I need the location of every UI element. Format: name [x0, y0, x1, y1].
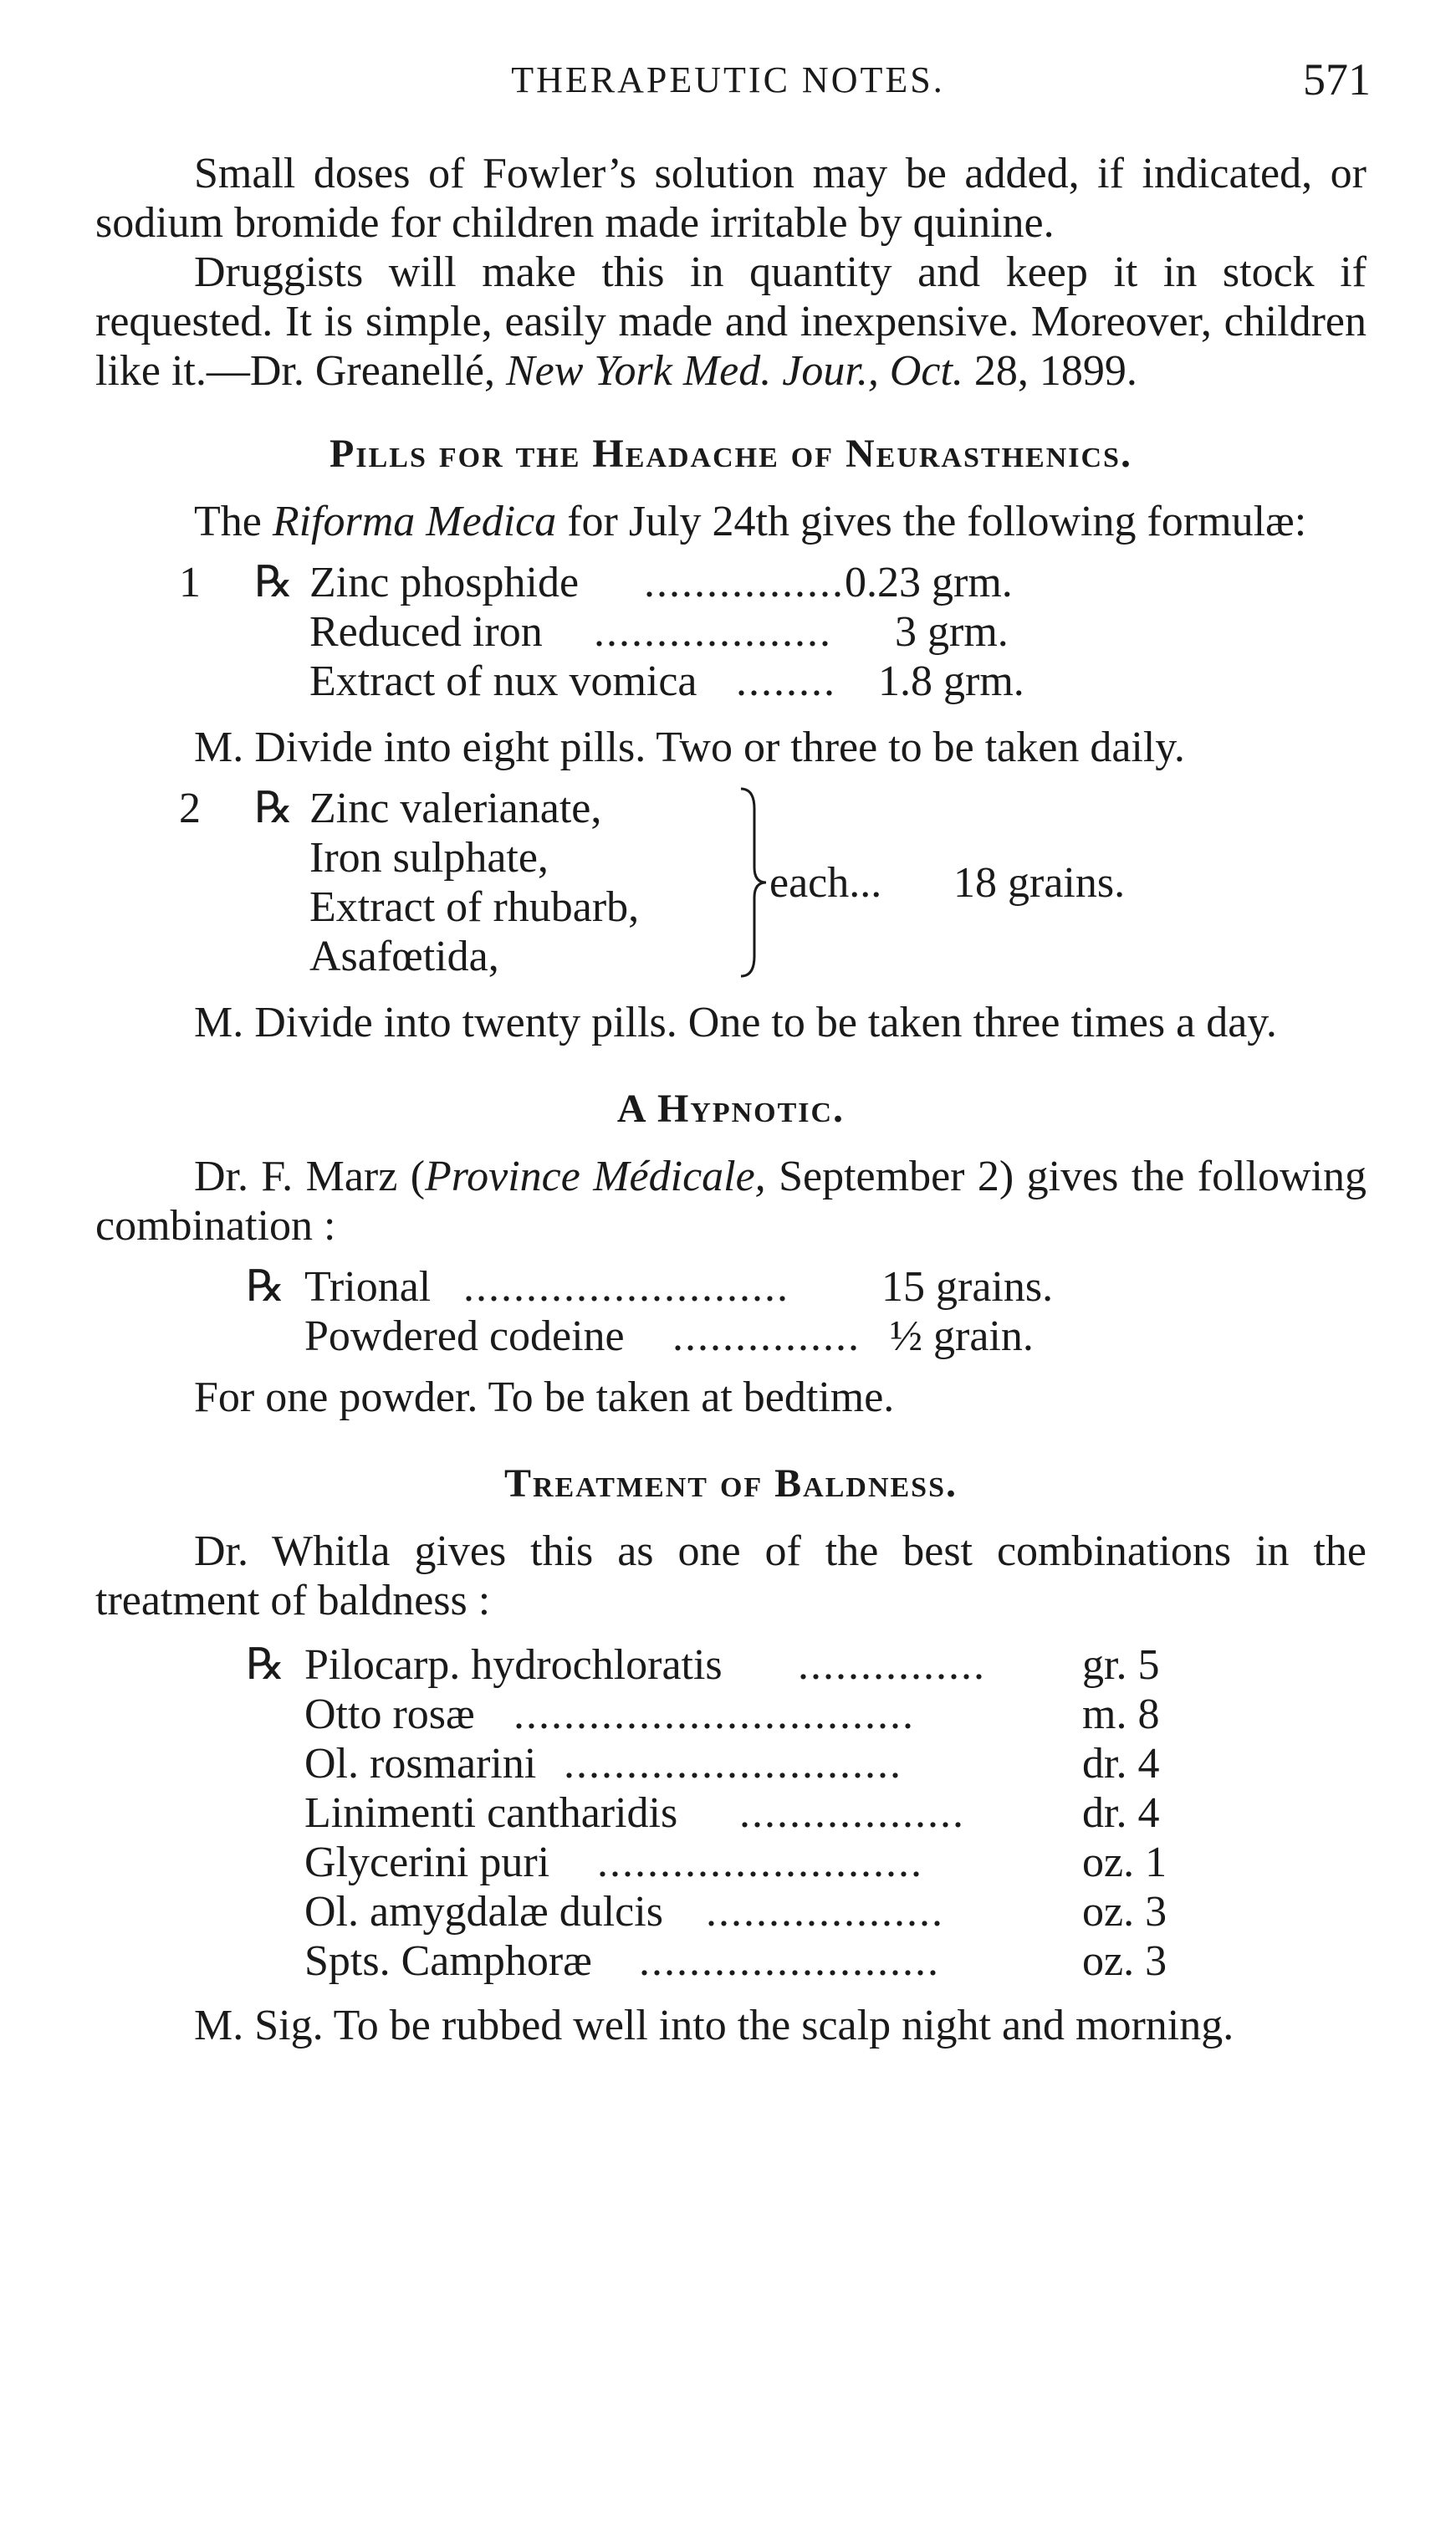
rx-row [95, 1312, 1367, 1361]
directions-baldness: M. Sig. To be rubbed well into the scalp night and morning. [194, 2002, 1234, 2049]
formula-number: 1 [179, 559, 201, 606]
ingredient-name: Ol. amygdalæ dulcis [304, 1888, 663, 1936]
paragraph-marz [95, 1152, 1367, 1251]
ingredient-amount: dr. 4 [1082, 1789, 1160, 1837]
recipe-symbol: ℞ [246, 1263, 285, 1311]
paragraph-whitla: Dr. Whitla gives this as one of the best combinations in the treatment of baldness : [95, 1527, 1367, 1624]
marz-journal: Province Médicale, [425, 1153, 766, 1200]
section-heading-neurasthenics: Pills for the Headache of Neurasthenics. [330, 432, 1132, 476]
recipe-symbol: ℞ [254, 559, 294, 606]
ingredient-name: Glycerini puri [304, 1839, 550, 1886]
recipe-symbol: ℞ [246, 1641, 285, 1689]
ingredient-name: Pilocarp. hydrochloratis [304, 1641, 723, 1689]
paragraph-druggists [95, 248, 1367, 396]
ingredient-name: Trional [304, 1263, 432, 1311]
ingredient-amount: oz. 3 [1082, 1888, 1167, 1936]
recipe-symbol: ℞ [254, 785, 294, 832]
rx-row [95, 1936, 1367, 1986]
formula-number: 2 [179, 785, 201, 832]
ingredient-name: Spts. Camphoræ [304, 1937, 592, 1985]
ingredient-amount: dr. 4 [1082, 1740, 1160, 1788]
ingredient-amount: 3 grm. [895, 608, 1009, 656]
ingredient-amount: oz. 3 [1082, 1937, 1167, 1985]
ingredient-amount: 0.23 grm. [845, 559, 1013, 606]
prescription-hypnotic [95, 1262, 1367, 1361]
dot-leader: ................................ [513, 1691, 915, 1738]
ingredient-name: Otto rosæ [304, 1691, 475, 1738]
page-header [0, 54, 1456, 117]
ingredient-name: Asafœtida, [309, 933, 499, 980]
rx-row [95, 657, 1367, 706]
ingredient-name: Zinc phosphide [309, 559, 580, 606]
ingredient-amount: gr. 5 [1082, 1641, 1160, 1689]
rx-row [95, 558, 1367, 607]
ingredient-name: Extract of rhubarb, [309, 883, 640, 931]
directions-hypnotic: For one powder. To be taken at bedtime. [194, 1373, 895, 1421]
prescription-baldness [95, 1640, 1367, 1986]
ingredient-list [309, 784, 736, 981]
dot-leader: ............... [798, 1641, 986, 1689]
dot-leader: ............... [672, 1312, 861, 1360]
riforma-text-a: The [194, 498, 273, 545]
dot-leader: ........................ [639, 1937, 940, 1985]
dot-leader: ........ [736, 657, 836, 705]
rx-row [95, 1739, 1367, 1788]
directions-2: M. Divide into twenty pills. One to be taken three times a day. [194, 999, 1277, 1046]
ingredient-name: Extract of nux vomica [309, 657, 697, 705]
section-heading-baldness: Treatment of Baldness. [503, 1461, 958, 1506]
paragraph-riforma [95, 497, 1367, 546]
ingredient-amount: oz. 1 [1082, 1839, 1167, 1886]
directions-1: M. Divide into eight pills. Two or three to be taken daily. [194, 724, 1185, 771]
page-number: 571 [1303, 54, 1371, 105]
dot-leader: ................... [706, 1888, 944, 1936]
rx-row [95, 1788, 1367, 1838]
druggists-text: Druggists will make this in quantity and keep it in stock if requested. It is simple, easily made and inexpensive. Moreover, children like it.—Dr. Greanellé, [95, 248, 1367, 395]
riforma-journal: Riforma Medica [272, 498, 557, 545]
citation-space [879, 347, 890, 395]
dot-leader: .......................... [597, 1839, 923, 1886]
ingredient-amount: 15 grains. [881, 1263, 1054, 1311]
rx-row [95, 607, 1367, 657]
prescription-1 [95, 558, 1367, 706]
rx-row [95, 1838, 1367, 1887]
journal-citation: New York Med. Jour., [505, 347, 879, 395]
ingredient-amount: 1.8 grm. [878, 657, 1024, 705]
section-heading-hypnotic: A Hypnotic. [616, 1087, 846, 1131]
ingredient-name: Powdered codeine [304, 1312, 625, 1360]
ingredient-amount: ½ grain. [890, 1312, 1034, 1360]
each-label: each... [769, 858, 882, 907]
ingredient-amount: 18 grains. [953, 858, 1126, 907]
ingredient-amount: m. 8 [1082, 1691, 1160, 1738]
ingredient-name: Ol. rosmarini [304, 1740, 537, 1788]
ingredient-name: Iron sulphate, [309, 834, 549, 882]
citation-date: 28, 1899. [963, 347, 1137, 395]
dot-leader: .......................... [463, 1263, 789, 1311]
rx-row [95, 1690, 1367, 1739]
ingredient-name: Zinc valerianate, [309, 785, 602, 832]
rx-row [95, 1640, 1367, 1690]
prescription-2 [95, 784, 1367, 981]
marz-text-a: Dr. F. Marz ( [194, 1153, 426, 1200]
page-body [95, 149, 1367, 2050]
rx-row [95, 1262, 1367, 1312]
rx-row [95, 1887, 1367, 1936]
marz-text-b: September 2) gives the following combination : [95, 1153, 1367, 1250]
paragraph-fowler: Small doses of Fowler’s solution may be added, if indicated, or sodium bromide for children made irritable by quinine. [95, 150, 1367, 247]
riforma-text-b: for July 24th gives the following formulæ: [556, 498, 1307, 545]
citation-month: Oct. [889, 347, 963, 395]
dot-leader: ........................... [564, 1740, 902, 1788]
dot-leader: ................... [594, 608, 832, 656]
dot-leader: ................ [644, 559, 845, 606]
running-head: THERAPEUTIC NOTES. [511, 59, 945, 100]
ingredient-name: Linimenti cantharidis [304, 1789, 678, 1837]
dot-leader: .................. [739, 1789, 965, 1837]
curly-brace [736, 784, 769, 981]
ingredient-name: Reduced iron [309, 608, 543, 656]
